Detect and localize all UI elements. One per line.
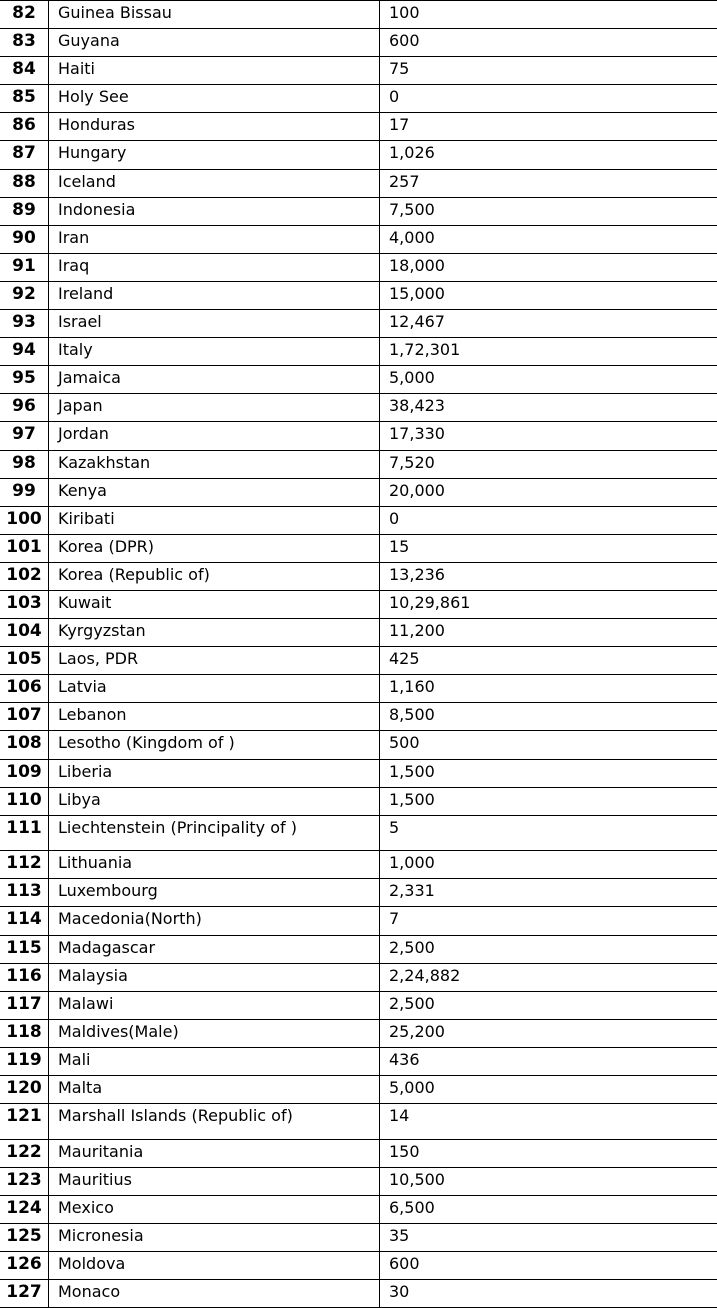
table-row [0, 57, 717, 85]
table-row [0, 1167, 717, 1195]
country-value: 2,500 [380, 991, 717, 1019]
country-value: 15,000 [380, 281, 717, 309]
country-value: 2,24,882 [380, 963, 717, 991]
row-number: 94 [0, 338, 49, 366]
country-value: 500 [380, 731, 717, 759]
row-number: 113 [0, 879, 49, 907]
country-name: Guinea Bissau [49, 1, 380, 29]
country-name: Libya [49, 787, 380, 815]
country-value: 425 [380, 647, 717, 675]
table-row [0, 647, 717, 675]
country-name: Hungary [49, 141, 380, 169]
country-name: Maldives(Male) [49, 1019, 380, 1047]
country-name: Madagascar [49, 935, 380, 963]
country-name: Macedonia(North) [49, 907, 380, 935]
row-number: 124 [0, 1195, 49, 1223]
country-name: Indonesia [49, 197, 380, 225]
row-number: 83 [0, 29, 49, 57]
country-value: 10,29,861 [380, 590, 717, 618]
table-row [0, 1075, 717, 1103]
table-row [0, 815, 717, 851]
country-value: 12,467 [380, 310, 717, 338]
row-number: 122 [0, 1139, 49, 1167]
table-row [0, 590, 717, 618]
row-number: 118 [0, 1019, 49, 1047]
row-number: 127 [0, 1280, 49, 1308]
row-number: 117 [0, 991, 49, 1019]
row-number: 95 [0, 366, 49, 394]
country-value: 30 [380, 1280, 717, 1308]
country-name: Guyana [49, 29, 380, 57]
row-number: 119 [0, 1047, 49, 1075]
country-value: 14 [380, 1104, 717, 1140]
table-row [0, 787, 717, 815]
row-number: 111 [0, 815, 49, 851]
country-name: Israel [49, 310, 380, 338]
country-name: Malaysia [49, 963, 380, 991]
row-number: 86 [0, 113, 49, 141]
table-row [0, 619, 717, 647]
country-value: 2,331 [380, 879, 717, 907]
country-value: 38,423 [380, 394, 717, 422]
table-row [0, 450, 717, 478]
table-row [0, 991, 717, 1019]
country-name: Korea (Republic of) [49, 562, 380, 590]
row-number: 123 [0, 1167, 49, 1195]
table-row [0, 281, 717, 309]
row-number: 100 [0, 506, 49, 534]
row-number: 116 [0, 963, 49, 991]
table-row [0, 935, 717, 963]
country-value: 6,500 [380, 1195, 717, 1223]
row-number: 107 [0, 703, 49, 731]
table-row [0, 310, 717, 338]
country-value: 5,000 [380, 366, 717, 394]
country-value: 2,500 [380, 935, 717, 963]
country-value: 1,500 [380, 787, 717, 815]
country-value: 257 [380, 169, 717, 197]
country-name: Laos, PDR [49, 647, 380, 675]
country-value: 100 [380, 1, 717, 29]
country-value: 7 [380, 907, 717, 935]
country-value: 75 [380, 57, 717, 85]
row-number: 109 [0, 759, 49, 787]
country-name: Micronesia [49, 1223, 380, 1251]
country-name: Malta [49, 1075, 380, 1103]
country-value: 1,72,301 [380, 338, 717, 366]
table-row [0, 141, 717, 169]
row-number: 106 [0, 675, 49, 703]
country-name: Kuwait [49, 590, 380, 618]
country-value: 1,026 [380, 141, 717, 169]
table-row [0, 851, 717, 879]
country-name: Iraq [49, 253, 380, 281]
country-name: Haiti [49, 57, 380, 85]
row-number: 101 [0, 534, 49, 562]
table-row [0, 225, 717, 253]
table-row [0, 1195, 717, 1223]
country-value: 600 [380, 1251, 717, 1279]
row-number: 89 [0, 197, 49, 225]
country-name: Jamaica [49, 366, 380, 394]
country-name: Liberia [49, 759, 380, 787]
country-value: 0 [380, 85, 717, 113]
table-row [0, 731, 717, 759]
row-number: 87 [0, 141, 49, 169]
country-name: Malawi [49, 991, 380, 1019]
row-number: 105 [0, 647, 49, 675]
country-value: 17 [380, 113, 717, 141]
country-name: Mauritania [49, 1139, 380, 1167]
country-name: Kyrgyzstan [49, 619, 380, 647]
country-name: Mexico [49, 1195, 380, 1223]
country-value: 20,000 [380, 478, 717, 506]
country-value: 11,200 [380, 619, 717, 647]
country-value: 1,500 [380, 759, 717, 787]
table-row [0, 366, 717, 394]
row-number: 121 [0, 1104, 49, 1140]
table-row [0, 1223, 717, 1251]
table-row [0, 1019, 717, 1047]
row-number: 114 [0, 907, 49, 935]
row-number: 96 [0, 394, 49, 422]
country-value: 4,000 [380, 225, 717, 253]
table-row [0, 534, 717, 562]
country-name: Lesotho (Kingdom of ) [49, 731, 380, 759]
table-row [0, 197, 717, 225]
row-number: 92 [0, 281, 49, 309]
country-value: 600 [380, 29, 717, 57]
row-number: 112 [0, 851, 49, 879]
country-name: Liechtenstein (Principality of ) [49, 815, 380, 851]
country-value: 13,236 [380, 562, 717, 590]
country-value: 5,000 [380, 1075, 717, 1103]
country-value: 5 [380, 815, 717, 851]
table-row [0, 1139, 717, 1167]
row-number: 102 [0, 562, 49, 590]
country-name: Luxembourg [49, 879, 380, 907]
row-number: 82 [0, 1, 49, 29]
country-name: Korea (DPR) [49, 534, 380, 562]
row-number: 108 [0, 731, 49, 759]
row-number: 126 [0, 1251, 49, 1279]
country-name: Ireland [49, 281, 380, 309]
country-value: 18,000 [380, 253, 717, 281]
row-number: 125 [0, 1223, 49, 1251]
country-name: Honduras [49, 113, 380, 141]
country-name: Mauritius [49, 1167, 380, 1195]
row-number: 91 [0, 253, 49, 281]
country-name: Kiribati [49, 506, 380, 534]
country-name: Lithuania [49, 851, 380, 879]
row-number: 90 [0, 225, 49, 253]
country-name: Lebanon [49, 703, 380, 731]
table-row [0, 703, 717, 731]
country-name: Kenya [49, 478, 380, 506]
table-row [0, 1047, 717, 1075]
row-number: 84 [0, 57, 49, 85]
country-value: 25,200 [380, 1019, 717, 1047]
table-row [0, 562, 717, 590]
table-row [0, 422, 717, 450]
row-number: 97 [0, 422, 49, 450]
table-row [0, 338, 717, 366]
table-row [0, 1104, 717, 1140]
table-row [0, 169, 717, 197]
country-value: 150 [380, 1139, 717, 1167]
country-name: Iceland [49, 169, 380, 197]
table-row [0, 675, 717, 703]
row-number: 120 [0, 1075, 49, 1103]
country-name: Jordan [49, 422, 380, 450]
country-value: 15 [380, 534, 717, 562]
table-row [0, 113, 717, 141]
table-row [0, 759, 717, 787]
country-value: 17,330 [380, 422, 717, 450]
table-row [0, 253, 717, 281]
table-row [0, 1251, 717, 1279]
table-row [0, 394, 717, 422]
country-name: Japan [49, 394, 380, 422]
row-number: 99 [0, 478, 49, 506]
table-row [0, 29, 717, 57]
country-value: 1,000 [380, 851, 717, 879]
table-row [0, 963, 717, 991]
country-value: 7,500 [380, 197, 717, 225]
country-value: 8,500 [380, 703, 717, 731]
country-name: Italy [49, 338, 380, 366]
country-name: Kazakhstan [49, 450, 380, 478]
country-name: Moldova [49, 1251, 380, 1279]
country-name: Holy See [49, 85, 380, 113]
row-number: 98 [0, 450, 49, 478]
country-value: 1,160 [380, 675, 717, 703]
row-number: 115 [0, 935, 49, 963]
table-row [0, 907, 717, 935]
country-name: Mali [49, 1047, 380, 1075]
table-row [0, 879, 717, 907]
row-number: 85 [0, 85, 49, 113]
row-number: 104 [0, 619, 49, 647]
country-name: Monaco [49, 1280, 380, 1308]
table-row [0, 506, 717, 534]
country-name: Marshall Islands (Republic of) [49, 1104, 380, 1140]
country-value: 436 [380, 1047, 717, 1075]
row-number: 110 [0, 787, 49, 815]
row-number: 88 [0, 169, 49, 197]
country-value: 7,520 [380, 450, 717, 478]
table-row [0, 1280, 717, 1308]
country-name: Latvia [49, 675, 380, 703]
country-value: 10,500 [380, 1167, 717, 1195]
table-body [0, 1, 717, 1308]
country-name: Iran [49, 225, 380, 253]
country-value: 0 [380, 506, 717, 534]
row-number: 93 [0, 310, 49, 338]
table-row [0, 478, 717, 506]
row-number: 103 [0, 590, 49, 618]
country-value: 35 [380, 1223, 717, 1251]
table-row [0, 1, 717, 29]
table-row [0, 85, 717, 113]
